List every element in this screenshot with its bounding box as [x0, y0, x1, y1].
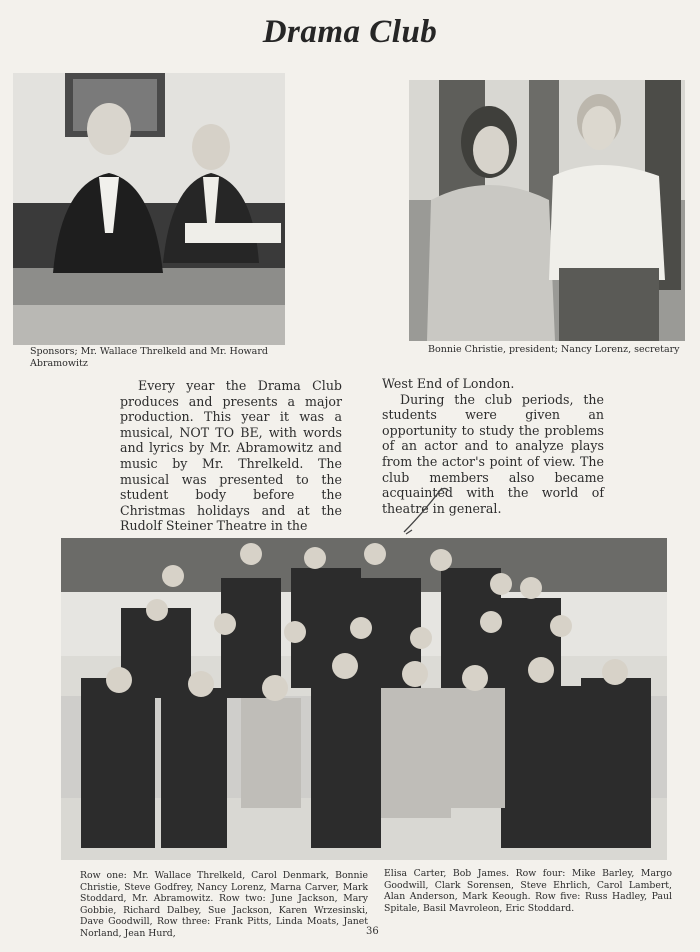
- article-paragraph-1: Every year the Drama Club produces and presents a major production. This year it was a musical, NOT TO BE, with words and lyrics by Mr. Abramowitz and music by Mr. Threlkeld. The musical was presented to the student body before the Christmas holidays and at the Rudolf Steiner Theatre in the: [120, 378, 342, 534]
- roster-column-left: Row one: Mr. Wallace Threlkeld, Carol Denmark, Bonnie Christie, Steve Godfrey, Nancy Lorenz, Marna Carver, Mark Stoddard, Mr. Abramowitz. Row two: June Jackson, Mary Gobbie, Richard Dalbey, Sue Jackson, Karen Wrzesinski, Dave Goodwill, Row three: Frank Pitts, Linda Moats, Janet Norland, Jean Hurd,: [80, 870, 368, 939]
- article-paragraph-1-continued: West End of London.: [382, 376, 515, 391]
- group-photo: [61, 538, 667, 860]
- pen-scribble-mark: [398, 478, 458, 538]
- officers-photo: [409, 80, 685, 341]
- sponsors-photo: [13, 73, 285, 345]
- article-column-left: [120, 378, 342, 534]
- page-number: 36: [366, 926, 379, 937]
- page-title: Drama Club: [262, 14, 438, 50]
- officers-caption: Bonnie Christie, president; Nancy Lorenz, secretary: [428, 344, 680, 355]
- article-paragraph-2: During the club periods, the students were given an opportunity to study the problems of an actor and to analyze plays from the actor's point of view. The club members also became acquainted with the world of theatre in general.: [382, 391, 604, 516]
- roster-column-right: Elisa Carter, Bob James. Row four: Mike Barley, Margo Goodwill, Clark Sorensen, Steve Ehrlich, Carol Lambert, Alan Anderson, Mark Keough. Row five: Russ Hadley, Paul Spitale, Basil Mavroleon, Eric Stoddard.: [384, 868, 672, 914]
- sponsors-caption: Sponsors; Mr. Wallace Threlkeld and Mr. Howard Abramowitz: [30, 346, 268, 369]
